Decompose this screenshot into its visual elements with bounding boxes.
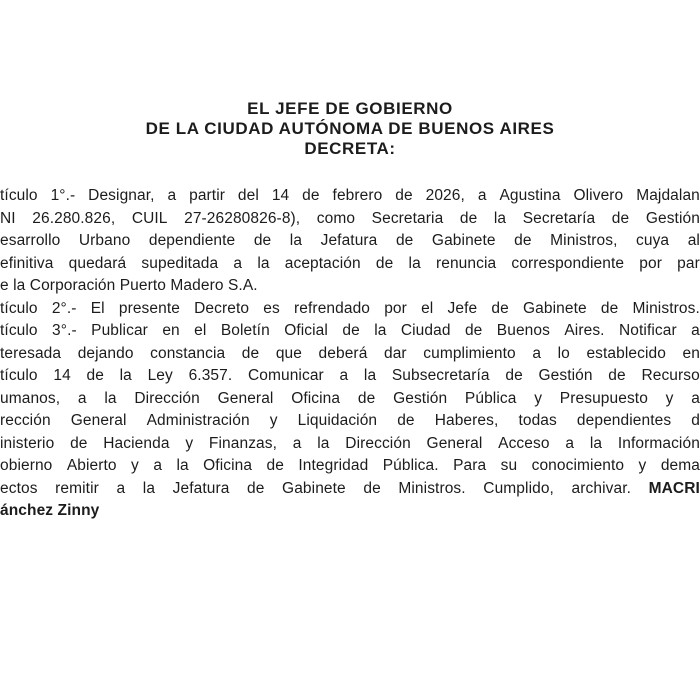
decree-line-3 [0,230,700,253]
decree-heading [0,0,700,159]
decree-text-segment: e la Corporación Puerto Madero S.A. [0,277,258,294]
decree-word: Gestión [645,209,700,227]
decree-word: Para [453,457,487,474]
decree-word: Subsecretaría [391,367,490,384]
decree-word: como [316,209,356,227]
decree-word: a [477,187,487,204]
decree-line-12 [0,433,700,456]
decree-word: de [505,367,523,384]
decree-word: y [185,434,194,452]
decree-word: CUIL [131,209,168,227]
decree-word: de [70,434,88,452]
decree-word: de [397,412,415,429]
decree-word: correspondiente [511,254,625,272]
decree-word: la [119,367,132,384]
decree-word: 2026, [425,187,465,204]
decree-word: de [302,187,320,204]
decree-word: tículo [0,299,38,317]
decree-word: obierno [0,457,53,474]
decree-word: teresada [0,344,62,362]
decree-word: presente [118,299,180,317]
decree-word: 2°.- [51,299,77,317]
decree-word: Boletín [220,322,270,339]
decree-word: partir [189,187,226,204]
decree-word: por [384,299,407,317]
decree-word: cuya [636,232,670,249]
decree-word: dar [383,344,407,362]
decree-word: Comunicar [247,367,324,384]
decree-word: NI [0,209,16,227]
decree-word: Presupuesto [559,389,648,407]
decree-word: Recurso [641,367,700,384]
decree-word: Cumplido, [483,479,554,497]
decree-word: Decreto [194,299,250,317]
decree-word: Notificar [618,322,677,339]
decree-word: dependientes [576,412,672,429]
decree-word: la [317,434,330,452]
decree-word: Agustina [499,187,561,204]
decree-word: de [395,187,413,204]
decree-word: a [167,187,177,204]
decree-heading-line-1: EL JEFE DE GOBIERNO [247,99,453,118]
decree-line-2 [0,208,700,231]
decree-word: General [426,434,483,452]
decree-word: El [90,299,105,317]
decree-word: Gabinete [523,299,587,317]
decree-word: la [363,367,377,384]
decree-word: a [565,434,575,452]
decree-word: Secretaria [371,209,444,227]
decree-word: de [514,232,532,249]
decree-word: la [104,389,117,407]
decree-word: el [194,322,207,339]
decree-word: Abierto [66,457,117,474]
decree-word: de [363,479,381,497]
decree-word: tículo [0,322,38,339]
decree-word: Designar, [88,187,155,204]
decree-word: Gestión [538,367,593,384]
decree-word: a [292,434,302,452]
decree-word: del [237,187,259,204]
decree-word: 14 [271,187,290,204]
decree-word: esarrollo [0,232,61,249]
decree-word: cumplimiento [423,344,516,362]
decree-word: de [459,209,478,227]
decree-word: archivar. [571,479,632,497]
decree-word: en [162,322,180,339]
decree-word: de [611,209,630,227]
decree-word: Majdalan [636,187,700,204]
decree-word: a [233,254,243,272]
decree-word: tículo [0,367,38,384]
decree-word: par [677,254,700,272]
decree-line-13 [0,455,700,478]
decree-word: de [342,322,360,339]
decree-word: Publicar [91,322,148,339]
decree-word: la [374,322,387,339]
decree-word: 3°.- [52,322,77,339]
decree-word: la [408,254,421,272]
decree-word: y [534,389,543,407]
decree-word: supeditada [141,254,219,272]
decree-line-1 [0,185,700,208]
decree-word: General [217,389,274,407]
decree-word: es [263,299,280,317]
decree-word: la [289,232,303,249]
decree-word: Aires. [564,322,605,339]
decree-line-5 [0,275,700,298]
decree-word: de [247,479,265,497]
decree-line-11 [0,410,700,433]
decree-word: febrero [332,187,383,204]
decree-word: en [682,344,700,362]
decree-word: 1°.- [50,187,76,204]
decree-word: Hacienda [103,434,170,452]
decree-word: dema [660,457,700,474]
decree-line-8 [0,343,700,366]
decree-word: de [464,322,483,339]
decree-word: Gestión [393,389,448,407]
decree-word: de [608,367,626,384]
decree-word: Secretaría [522,209,596,227]
decree-word: inisterio [0,434,55,452]
decree-word: remitir [55,479,99,497]
decree-word: y [269,412,278,429]
decree-word: a [691,322,700,339]
decree-word: rección [0,412,51,429]
decree-line-15 [0,500,700,523]
decree-word: a [691,389,700,407]
decree-word: Ministros, [550,232,618,249]
decree-word: Urbano [78,232,131,249]
decree-word: dejando [77,344,134,362]
decree-line-10 [0,388,700,411]
decree-word: MACRI [648,479,700,497]
decree-word: de [600,299,619,317]
decree-word: Pública. [382,457,439,474]
decree-word: la [589,434,603,452]
decree-word: Acceso [498,434,550,452]
decree-word: a [339,367,349,384]
decree-word: su [500,457,518,474]
decree-word: de [491,299,509,317]
decree-word: lo [557,344,570,362]
decree-word: umanos, [0,389,61,407]
decree-word: la [142,479,156,497]
decree-word: efinitiva [0,254,54,272]
decree-word: y [665,389,674,407]
decree-word: Pública [464,389,517,407]
decree-word: a [532,344,542,362]
decree-word: Ministros. [398,479,466,497]
decree-line-6 [0,298,700,321]
decree-word: constancia [150,344,226,362]
decree-word: la [257,254,270,272]
decree-word: establecido [586,344,666,362]
decree-word: Oficina [203,457,253,474]
decree-word: a [116,479,126,497]
decree-word: a [153,457,163,474]
decree-word: 6.357. [188,367,233,384]
decree-word: dependiente [148,232,236,249]
decree-word: de [395,232,414,249]
decree-word: Jefatura [172,479,230,497]
decree-word: Olivero [573,187,624,204]
decree-text-segment: ánchez Zinny [0,502,100,519]
decree-heading-line-3: DECRETA: [304,139,396,158]
decree-word: General [70,412,127,429]
decree-word: Dirección [345,434,411,452]
decree-word: de [375,254,394,272]
decree-word: quedará [68,254,127,272]
decree-word: por [639,254,662,272]
decree-word: 14 [53,367,71,384]
decree-word: Liquidación [297,412,378,429]
decree-word: refrendado [294,299,371,317]
decree-word: tículo [0,187,38,204]
decree-word: renuncia [435,254,497,272]
decree-line-7 [0,320,700,343]
decree-word: de [241,344,260,362]
decree-word: 26.280.826, [32,209,116,227]
decree-word: Jefe [447,299,478,317]
decree-word: Haberes, [434,412,499,429]
decree-word: Administración [146,412,250,429]
decree-word: Dirección [134,389,200,407]
decree-word: y [131,457,139,474]
decree-word: ectos [0,479,38,497]
decree-word: Buenos [496,322,550,339]
decree-word: Jefatura [320,232,378,249]
decree-word: de [253,232,272,249]
decree-word: Gabinete [282,479,346,497]
decree-word: a [77,389,87,407]
decree-word: Ciudad [400,322,451,339]
decree-word: de [357,389,376,407]
decree-line-9 [0,365,700,388]
decree-word: de [86,367,104,384]
decree-word: todas [518,412,557,429]
decree-word: la [176,457,189,474]
decree-word: 27-26280826-8), [184,209,301,227]
decree-word: al [687,232,700,249]
decree-word: Oficina [291,389,341,407]
decree-body-text [0,185,700,523]
decree-word: que [275,344,302,362]
decree-word: el [421,299,434,317]
decree-word: Gabinete [431,232,496,249]
decree-word: Información [617,434,700,452]
decree-word: de [266,457,284,474]
decree-line-4 [0,253,700,276]
decree-word: d [691,412,700,429]
decree-word: deberá [318,344,368,362]
decree-line-14 [0,478,700,501]
decree-word: Ministros. [632,299,700,317]
decree-word: y [638,457,647,474]
decree-word: aceptación [284,254,361,272]
decree-word: Finanzas, [208,434,278,452]
decree-word: la [493,209,507,227]
decree-heading-line-2: DE LA CIUDAD AUTÓNOMA DE BUENOS AIRES [145,119,555,138]
decree-word: Integridad [298,457,369,474]
decree-word: conocimiento [531,457,625,474]
decree-word: Ley [147,367,173,384]
decree-word: Oficial [284,322,328,339]
